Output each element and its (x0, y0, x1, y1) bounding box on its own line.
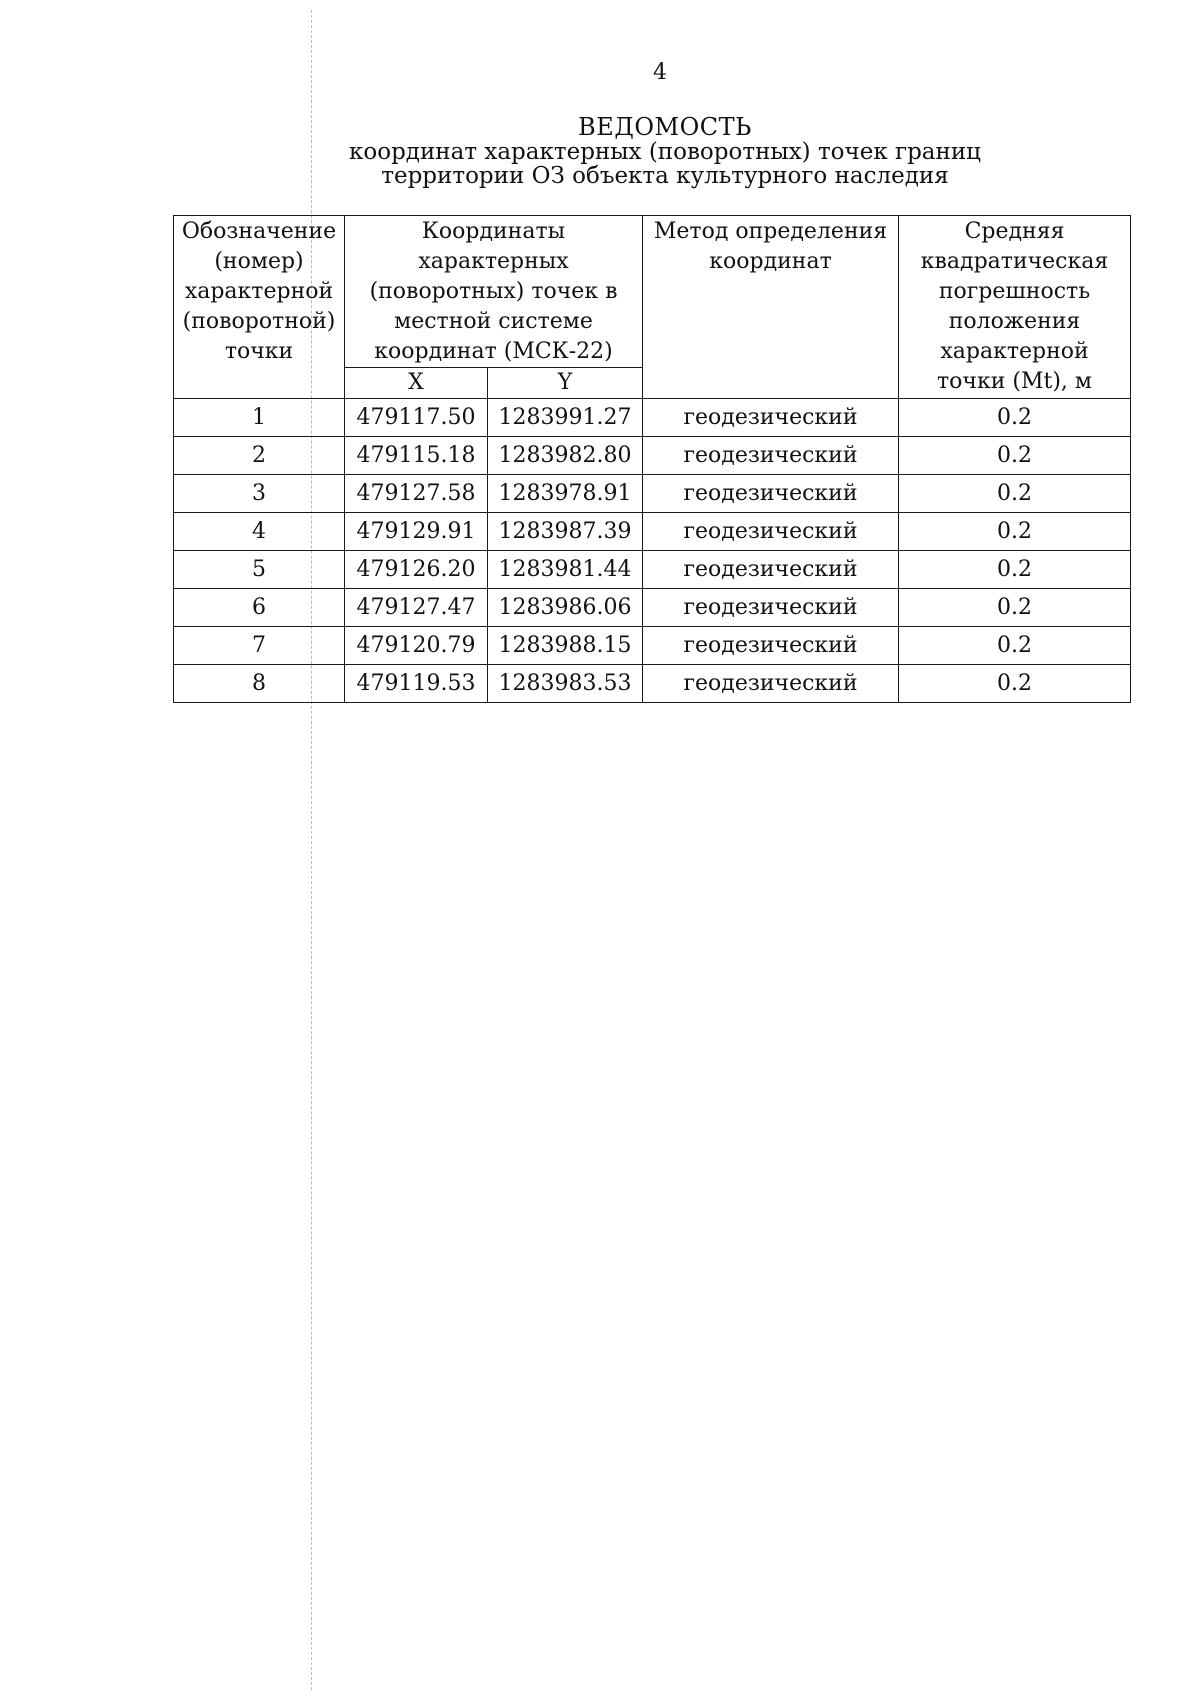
header-line: характерной (940, 339, 1089, 364)
table-row (174, 437, 1131, 475)
cell-method: геодезический (643, 399, 899, 437)
table-header-row (174, 216, 1131, 368)
header-line: Обозначение (181, 219, 337, 244)
cell-point: 6 (174, 589, 345, 627)
header-line: Координаты (421, 219, 566, 244)
cell-error: 0.2 (899, 551, 1131, 589)
header-line: точки (224, 339, 294, 364)
header-line: координат (МСК-22) (374, 339, 613, 364)
cell-point: 2 (174, 437, 345, 475)
cell-point: 1 (174, 399, 345, 437)
cell-x: 479115.18 (345, 437, 488, 475)
cell-x: 479127.58 (345, 475, 488, 513)
cell-error: 0.2 (899, 475, 1131, 513)
cell-method: геодезический (643, 627, 899, 665)
header-line: характерной (184, 279, 334, 304)
header-line: точки (Mt), м (937, 369, 1093, 394)
cell-point: 4 (174, 513, 345, 551)
cell-error: 0.2 (899, 589, 1131, 627)
document-header (0, 114, 1200, 188)
cell-y: 1283981.44 (488, 551, 643, 589)
table-row (174, 589, 1131, 627)
coordinates-table (173, 215, 1131, 703)
header-line: (номер) (214, 249, 304, 274)
cell-x: 479127.47 (345, 589, 488, 627)
cell-point: 5 (174, 551, 345, 589)
table-row (174, 475, 1131, 513)
cell-method: геодезический (643, 513, 899, 551)
header-x: X (345, 368, 488, 399)
cell-error: 0.2 (899, 665, 1131, 703)
cell-method: геодезический (643, 551, 899, 589)
cell-point: 3 (174, 475, 345, 513)
document-title: ВЕДОМОСТЬ (578, 113, 752, 141)
cell-y: 1283986.06 (488, 589, 643, 627)
cell-point: 8 (174, 665, 345, 703)
cell-y: 1283978.91 (488, 475, 643, 513)
table-row (174, 551, 1131, 589)
cell-error: 0.2 (899, 437, 1131, 475)
cell-x: 479117.50 (345, 399, 488, 437)
cell-y: 1283983.53 (488, 665, 643, 703)
table-row (174, 513, 1131, 551)
header-coordinates (345, 216, 643, 368)
cell-x: 479129.91 (345, 513, 488, 551)
cell-point: 7 (174, 627, 345, 665)
header-line: (поворотной) (182, 309, 336, 334)
cell-method: геодезический (643, 475, 899, 513)
header-line: погрешность (938, 279, 1091, 304)
header-point-designation (174, 216, 345, 399)
header-method (643, 216, 899, 399)
table-row (174, 665, 1131, 703)
document-subtitle-line-1: координат характерных (поворотных) точек границ (349, 139, 981, 165)
cell-method: геодезический (643, 589, 899, 627)
document-subtitle-line-2: территории ОЗ объекта культурного наследия (381, 163, 949, 189)
cell-x: 479119.53 (345, 665, 488, 703)
table-row (174, 627, 1131, 665)
header-mean-square-error (899, 216, 1131, 399)
header-y: Y (488, 368, 643, 399)
cell-x: 479120.79 (345, 627, 488, 665)
header-line: характерных (418, 249, 569, 274)
header-line: квадратическая (920, 249, 1109, 274)
cell-y: 1283991.27 (488, 399, 643, 437)
cell-y: 1283982.80 (488, 437, 643, 475)
header-line: положения (948, 309, 1081, 334)
cell-error: 0.2 (899, 399, 1131, 437)
cell-error: 0.2 (899, 513, 1131, 551)
header-line: координат (709, 249, 832, 274)
header-line: Метод определения (653, 219, 888, 244)
cell-error: 0.2 (899, 627, 1131, 665)
cell-method: геодезический (643, 665, 899, 703)
header-line: местной системе (394, 309, 593, 334)
header-line: (поворотных) точек в (369, 279, 618, 304)
page-number: 4 (653, 60, 667, 85)
cell-y: 1283988.15 (488, 627, 643, 665)
cell-method: геодезический (643, 437, 899, 475)
cell-x: 479126.20 (345, 551, 488, 589)
header-line: Средняя (964, 219, 1065, 244)
table-row (174, 399, 1131, 437)
cell-y: 1283987.39 (488, 513, 643, 551)
